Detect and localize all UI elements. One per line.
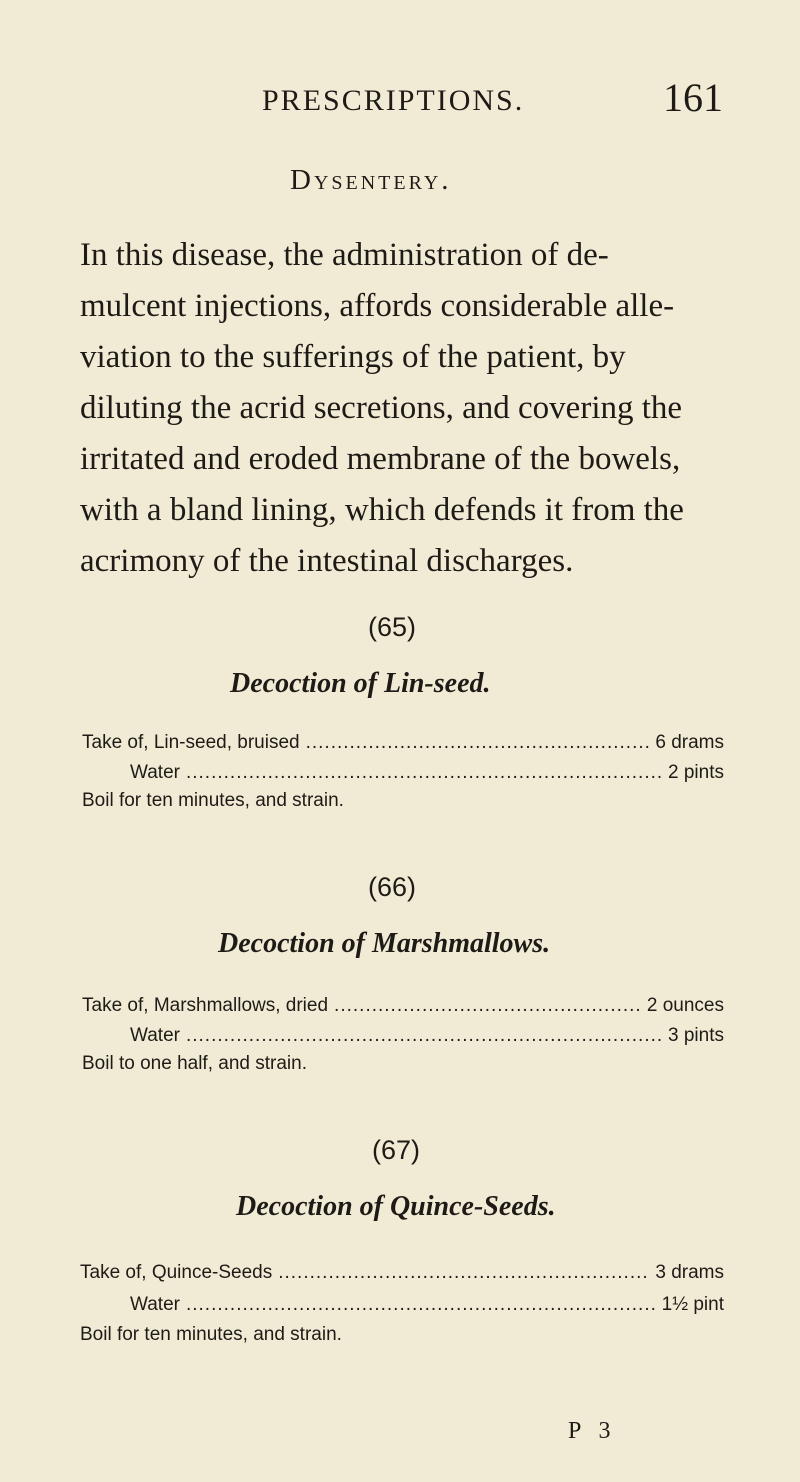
paragraph-line: mulcent injections, affords considerable alle- bbox=[80, 288, 675, 324]
prescription-title: Decoction of Lin-seed. bbox=[230, 668, 491, 699]
ingredient-line bbox=[130, 1294, 724, 1316]
ingredient-line bbox=[82, 732, 724, 754]
ingredient-name: Water bbox=[130, 1025, 180, 1046]
ingredient-line bbox=[80, 1262, 724, 1284]
ingredient-quantity: 2 ounces bbox=[646, 995, 724, 1016]
dot-leader bbox=[334, 995, 641, 1017]
ingredient-line bbox=[130, 762, 724, 784]
paragraph-line: diluting the acrid secretions, and covering the bbox=[80, 390, 683, 426]
intro-paragraph bbox=[80, 230, 732, 587]
prescription-directions: Boil for ten minutes, and strain. bbox=[80, 1324, 342, 1345]
paragraph-line: acrimony of the intestinal discharges. bbox=[80, 543, 574, 579]
ingredient-name: Take of, Marshmallows, dried bbox=[82, 995, 329, 1016]
prescription-directions: Boil to one half, and strain. bbox=[82, 1053, 307, 1074]
prescription-number: (65) bbox=[368, 612, 417, 642]
paragraph-line: viation to the sufferings of the patient, by bbox=[80, 339, 626, 375]
dot-leader bbox=[278, 1262, 649, 1284]
signature-mark: P 3 bbox=[568, 1418, 617, 1444]
running-head: PRESCRIPTIONS. bbox=[262, 84, 525, 117]
prescription-number: (67) bbox=[372, 1135, 421, 1165]
section-title: Dysentery. bbox=[290, 164, 452, 196]
ingredient-name: Water bbox=[130, 762, 180, 783]
dot-leader bbox=[186, 762, 662, 784]
prescription-title: Decoction of Marshmallows. bbox=[218, 928, 551, 959]
prescription-directions: Boil for ten minutes, and strain. bbox=[82, 790, 344, 811]
ingredient-name: Take of, Quince-Seeds bbox=[80, 1262, 273, 1283]
prescription-number: (66) bbox=[368, 872, 417, 902]
dot-leader bbox=[186, 1294, 656, 1316]
ingredient-name: Take of, Lin-seed, bruised bbox=[82, 732, 300, 753]
paragraph-line: In this disease, the administration of de- bbox=[80, 237, 609, 273]
ingredient-quantity: 2 pints bbox=[668, 762, 724, 783]
ingredient-name: Water bbox=[130, 1294, 180, 1315]
ingredient-quantity: 1½ pint bbox=[661, 1294, 724, 1315]
ingredient-quantity: 3 pints bbox=[668, 1025, 724, 1046]
page-number: 161 bbox=[663, 75, 723, 120]
ingredient-line bbox=[82, 995, 724, 1017]
dot-leader bbox=[186, 1025, 662, 1047]
ingredient-line bbox=[130, 1025, 724, 1047]
paragraph-line: irritated and eroded membrane of the bowels, bbox=[80, 441, 681, 477]
ingredient-quantity: 6 drams bbox=[655, 732, 724, 753]
dot-leader bbox=[306, 732, 650, 754]
paragraph-line: with a bland lining, which defends it from the bbox=[80, 492, 684, 528]
prescription-title: Decoction of Quince-Seeds. bbox=[236, 1191, 556, 1222]
ingredient-quantity: 3 drams bbox=[655, 1262, 724, 1283]
